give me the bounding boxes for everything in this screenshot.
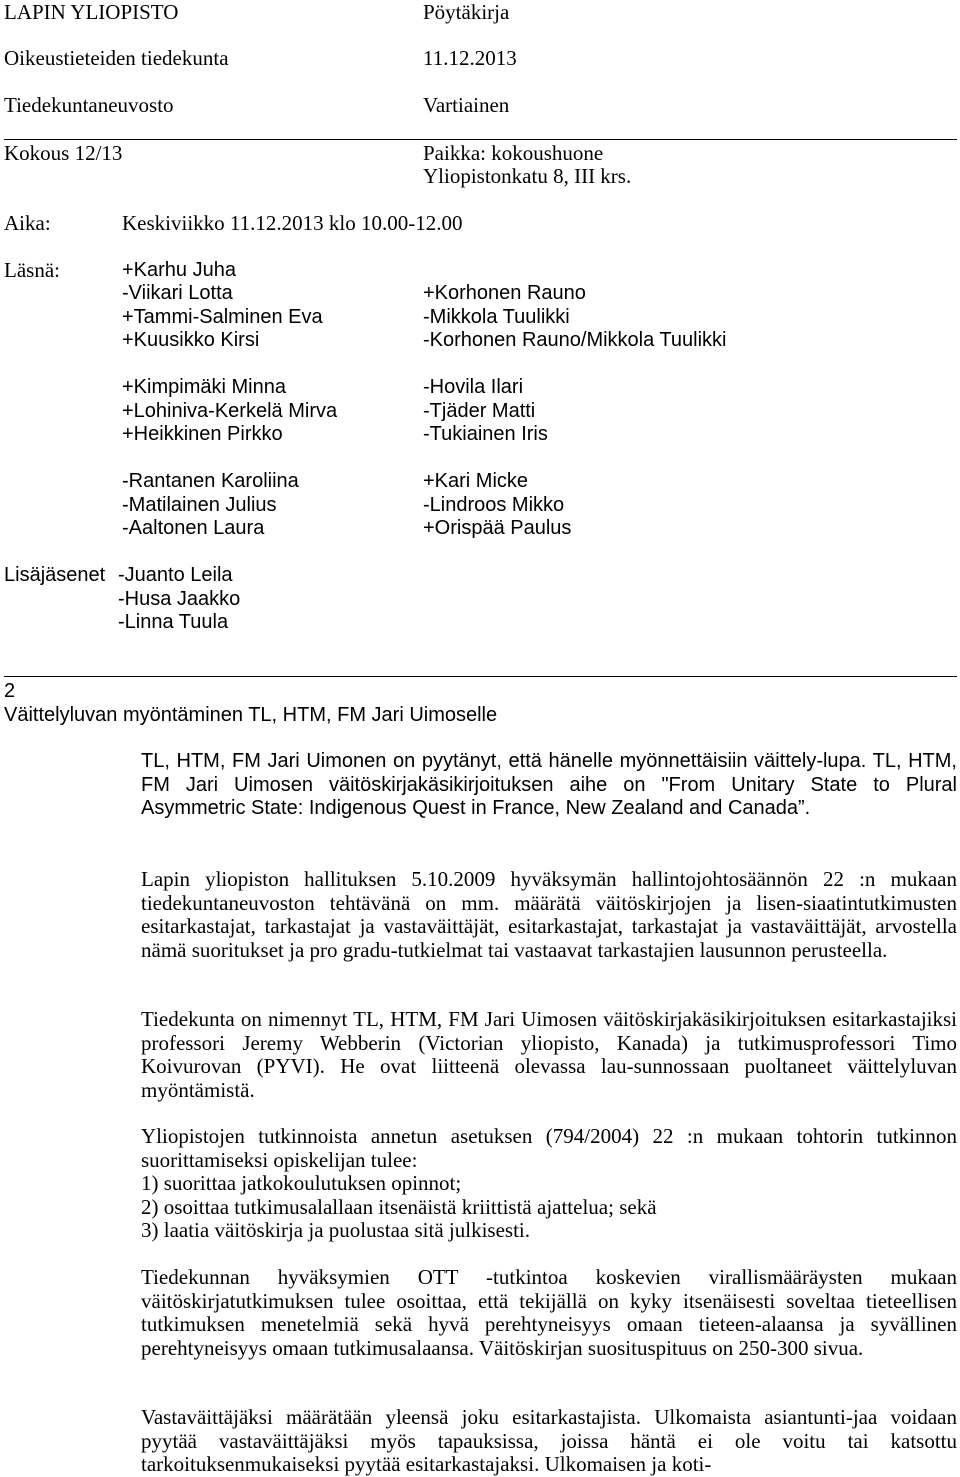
paragraph-degree-requirements: Yliopistojen tutkinnoista annetun asetuksen (794/2004) 22 :n mukaan tohtorin tutkinnon suorittamiseksi opiskelijan tulee:	[141, 1124, 957, 1172]
attendee: +Lohiniva-Kerkelä Mirva	[122, 399, 338, 422]
paragraph-request: TL, HTM, FM Jari Uimonen on pyytänyt, että hänelle myönnettäisiin väittely-lupa. TL, HTM, FM Jari Uimosen väitöskirjakäsikirjoituksen aihe on "From Unitary State to Plural Asymmetric State: Indigenous Quest in France, New Zealand and Canada”.	[141, 750, 957, 819]
extra-member: -Husa Jaakko	[118, 587, 241, 610]
university-name: LAPIN YLIOPISTO	[4, 0, 179, 24]
secretary-name: Vartiainen	[423, 93, 510, 117]
body-paragraph	[141, 1266, 957, 1360]
extra-member: -Juanto Leila	[118, 564, 233, 586]
section-number: 2	[4, 680, 16, 702]
attendee: +Korhonen Rauno	[423, 282, 586, 304]
attendance-left-group-1	[122, 282, 323, 353]
section-divider	[4, 676, 957, 677]
paragraph-regulation: Lapin yliopiston hallituksen 5.10.2009 hyväksymän hallintojohtosäännön 22 :n mukaan tiedekuntaneuvoston tehtävänä on mm. määrätä väitöskirjojen ja lisen-siaatintutkimusten esitarkastajat, tarkastajat ja vastaväittäjät, esitarkastajat, tarkastajat ja vastaväittäjät, arvostella nämä suoritukset ja pro gradu-tutkielmat tai vastaavat tarkastajien lausunnon perusteella.	[141, 867, 957, 962]
attendee: -Viikari Lotta	[122, 282, 233, 304]
requirement-item: 2) osoittaa tutkimusalallaan itsenäistä kriittistä ajattelua; sekä	[141, 1194, 657, 1219]
attendee: -Rantanen Karoliina	[122, 470, 299, 492]
body-paragraph	[141, 1406, 957, 1477]
attendee: -Hovila Ilari	[423, 376, 524, 398]
paragraph-pre-examiners: Tiedekunta on nimennyt TL, HTM, FM Jari Uimosen väitöskirjakäsikirjoituksen esitarkastajiksi professori Jeremy Webberin (Victorian yliopisto, Kanada) ja tutkimusprofessori Timo Koivurovan (PYVI). He ovat liitteenä olevassa lau-sunnossaan puoltaneet väittelyluvan myöntämistä.	[141, 1007, 957, 1102]
attendee: +Kuusikko Kirsi	[122, 329, 260, 351]
attendance-right-group-2	[423, 376, 548, 447]
extra-members-label: Lisäjäsenet	[4, 564, 106, 586]
header-divider	[4, 139, 957, 140]
requirements-list	[141, 1172, 657, 1243]
attendee: +Orispää Paulus	[423, 517, 572, 539]
meeting-number: Kokous 12/13	[4, 141, 123, 165]
extra-members-list	[118, 564, 240, 635]
body-paragraph	[141, 1008, 957, 1102]
paragraph-official-rules: Tiedekunnan hyväksymien OTT -tutkintoa koskevien virallismääräysten mukaan väitöskirjatutkimuksen tulee osoittaa, että tekijällä on kyky itsenäisesti soveltaa tieteellisen tutkimuksen menetelmiä sekä hyvä perehtyneisyys omaan tieteen-alaansa ja syvällinen perehtyneisyys omaan tutkimusalaansa. Väitöskirjan suosituspituus on 250-300 sivua.	[141, 1265, 957, 1360]
attendance-right-group-3	[423, 470, 571, 541]
body-paragraph	[141, 868, 957, 962]
attendee: +Heikkinen Pirkko	[122, 423, 283, 445]
section-title: Väittelyluvan myöntäminen TL, HTM, FM Jari Uimoselle	[4, 704, 498, 726]
attendance-right-group-1	[423, 282, 727, 353]
faculty-name: Oikeustieteiden tiedekunta	[4, 46, 229, 70]
time-value: Keskiviikko 11.12.2013 klo 10.00-12.00	[122, 211, 463, 235]
meeting-date: 11.12.2013	[423, 46, 517, 70]
attendee: -Tjäder Matti	[423, 399, 536, 422]
attendance-left-group-2	[122, 376, 337, 447]
document-type: Pöytäkirja	[423, 0, 510, 24]
body-paragraph	[141, 750, 957, 821]
time-label: Aika:	[4, 211, 51, 235]
attendee: -Lindroos Mikko	[423, 493, 565, 516]
attendee: +Tammi-Salminen Eva	[122, 305, 323, 328]
requirement-item: 3) laatia väitöskirja ja puolustaa sitä julkisesti.	[141, 1218, 530, 1242]
paragraph-opponent: Vastaväittäjäksi määrätään yleensä joku esitarkastajista. Ulkomaista asiantunti-jaa voidaan pyytää vastaväittäjäksi myös tapauksissa, joissa häntä ei ole voitu tai katsottu tarkoituksenmukaiseksi pyytää esitarkastajaksi. Ulkomaisen ja koti-	[141, 1405, 957, 1476]
council-name: Tiedekuntaneuvosto	[4, 93, 174, 117]
meeting-place-line1: Paikka: kokoushuone	[423, 141, 604, 165]
attendee: -Mikkola Tuulikki	[423, 305, 570, 328]
attendee: -Matilainen Julius	[122, 493, 277, 516]
attendee: +Kimpimäki Minna	[122, 376, 286, 398]
attendance-left-group-3	[122, 470, 299, 541]
meeting-place-line2: Yliopistonkatu 8, III krs.	[423, 164, 632, 188]
requirement-item: 1) suorittaa jatkokoulutuksen opinnot;	[141, 1171, 462, 1195]
attendee-chair: +Karhu Juha	[122, 259, 236, 281]
attendee: +Kari Micke	[423, 470, 529, 492]
attendee: -Tukiainen Iris	[423, 423, 548, 445]
attendee: -Aaltonen Laura	[122, 517, 265, 539]
attendance-label: Läsnä:	[4, 258, 60, 282]
body-paragraph	[141, 1125, 957, 1172]
attendee: -Korhonen Rauno/Mikkola Tuulikki	[423, 329, 727, 351]
extra-member: -Linna Tuula	[118, 611, 229, 633]
